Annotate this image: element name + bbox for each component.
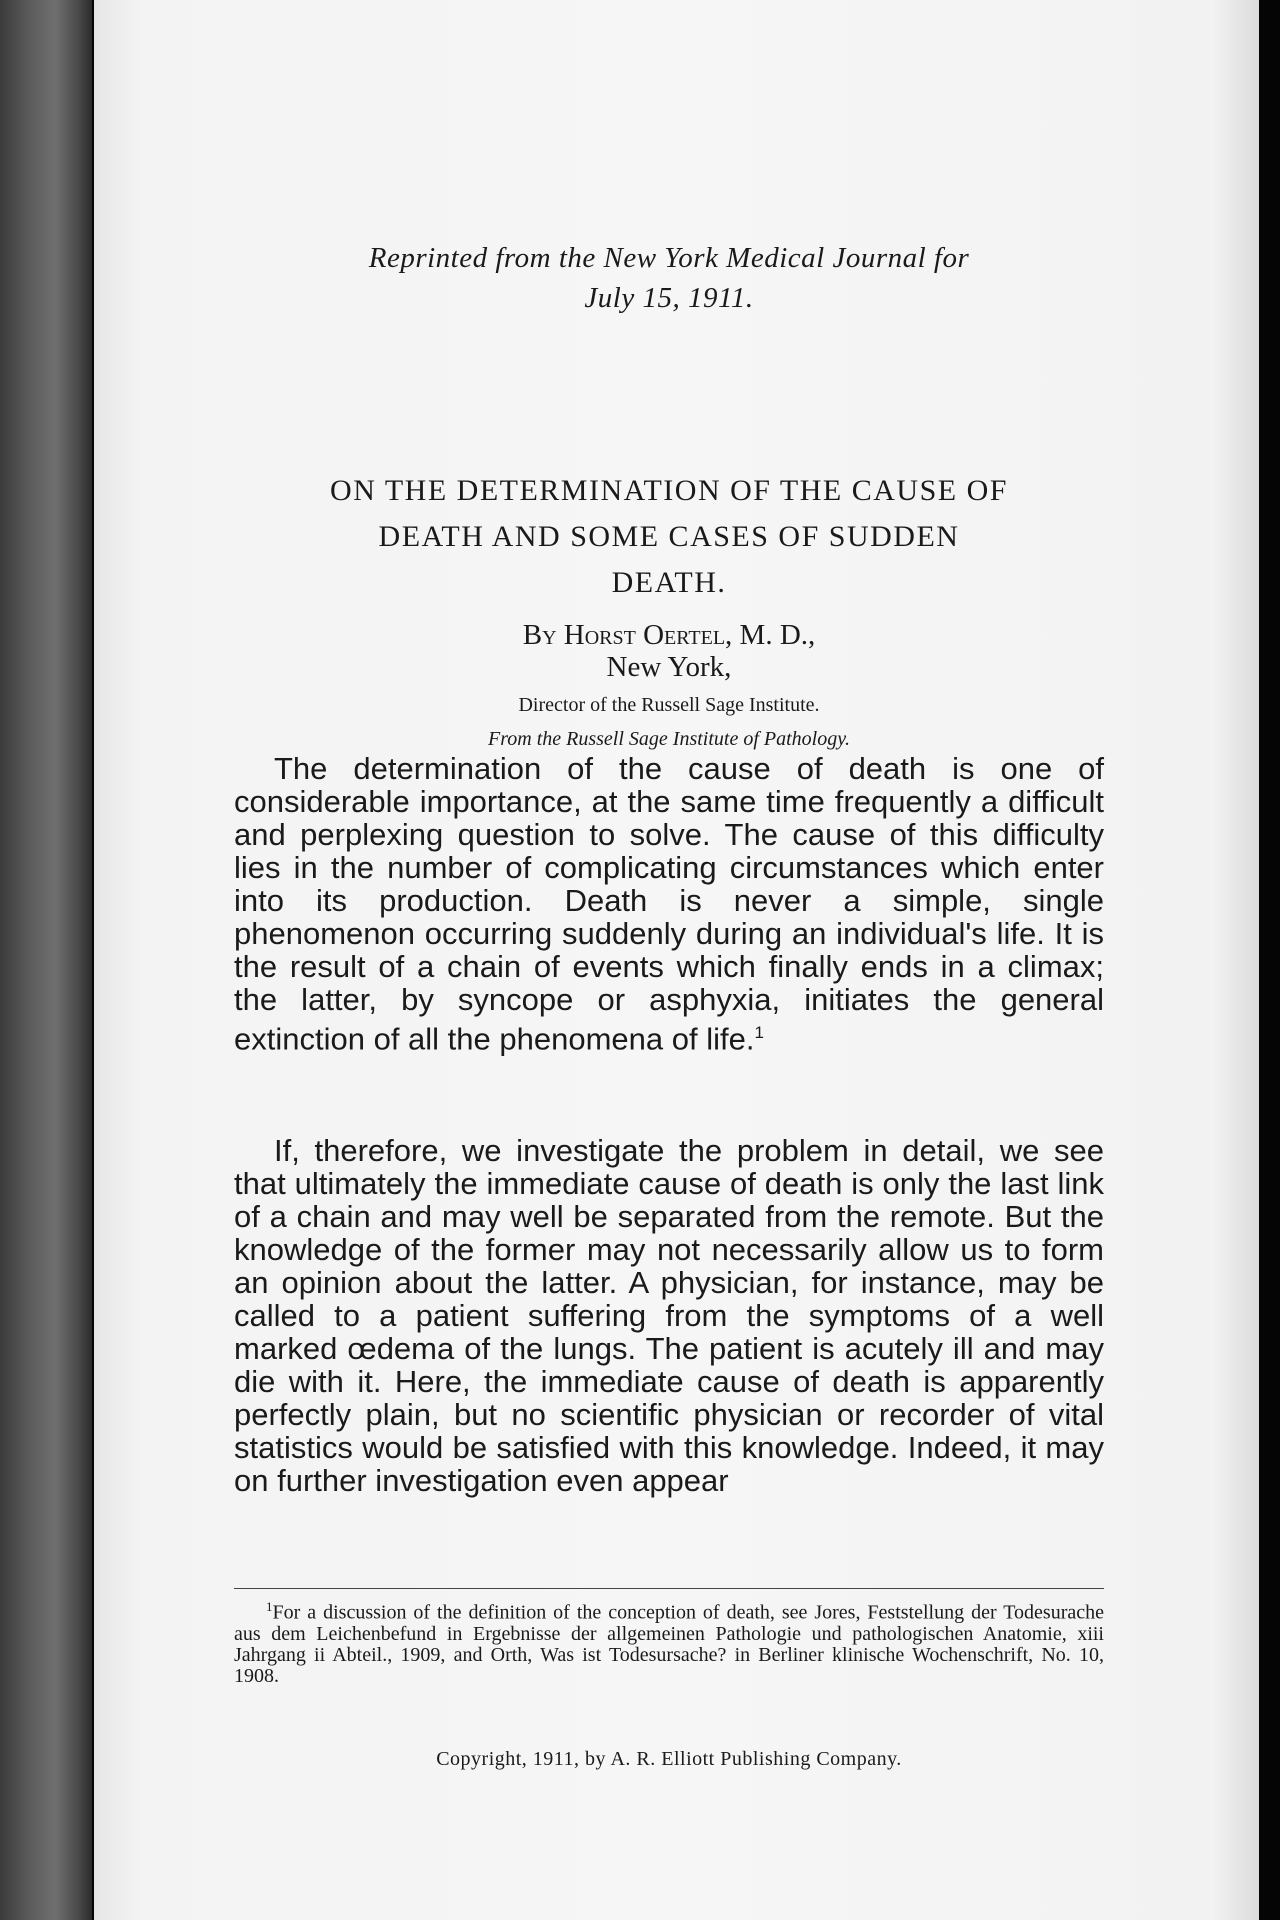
article-title	[234, 468, 1104, 606]
reprint-notice	[234, 238, 1104, 318]
title-line-1: ON THE DETERMINATION OF THE CAUSE OF	[330, 474, 1008, 507]
author-byline: By Horst Oertel, M. D.,	[522, 619, 816, 651]
title-line-3: DEATH.	[611, 566, 727, 599]
document-page	[94, 0, 1259, 1920]
title-line-2: DEATH AND SOME CASES OF SUDDEN	[378, 520, 960, 553]
body-paragraph-1	[234, 752, 1104, 1055]
footnote-text: For a discussion of the definition of the conception of death, see Jores, Feststellung der Todesurache aus dem Leichenbefund in Ergebnisse der allgemeinen Pathologie und pathologischen Anatomie, xiii Jahrgang ii Abteil., 1909, and Orth, Was ist Todesursache? in Berliner klinische Wochenschrift, No. 10, 1908.	[234, 1601, 1104, 1687]
article-source: From the Russell Sage Institute of Pathology.	[488, 728, 850, 750]
body-paragraph-2	[234, 1134, 1104, 1497]
paragraph-1-text: The determination of the cause of death is one of considerable importance, at the same time frequently a difficult and perplexing question to solve. The cause of this difficulty lies in the number of complicating circumstances which enter into its production. Death is never a simple, single phenomenon occurring suddenly during an individual's life. It is the result of a chain of events which finally ends in a climax; the latter, by syncope or asphyxia, initiates the general extinction of all the phenomena of life.	[234, 751, 1104, 1057]
footnote-mark: 1	[266, 1599, 273, 1614]
author-location: New York,	[606, 651, 732, 683]
paragraph-2-text: If, therefore, we investigate the problem in detail, we see that ultimately the immediate cause of death is only the last link of a chain and may well be separated from the remote. But the knowledge of the former may not necessarily allow us to form an opinion about the latter. A physician, for instance, may be called to a patient suffering from the symptoms of a well marked œdema of the lungs. The patient is acutely ill and may die with it. Here, the immediate cause of death is apparently perfectly plain, but no scientific physician or recorder of vital statistics would be satisfied with this knowledge. Indeed, it may on further investigation even appear	[234, 1133, 1104, 1498]
copyright-notice: Copyright, 1911, by A. R. Elliott Publishing Company.	[436, 1748, 902, 1770]
footnote-divider	[234, 1588, 1104, 1589]
author-position: Director of the Russell Sage Institute.	[518, 694, 820, 716]
footnote	[234, 1596, 1104, 1687]
reprint-line-1: Reprinted from the New York Medical Journal for	[368, 242, 970, 274]
book-binding-edge	[0, 0, 92, 1920]
footnote-reference[interactable]: 1	[754, 1023, 764, 1042]
reprint-line-2: July 15, 1911.	[584, 282, 754, 314]
